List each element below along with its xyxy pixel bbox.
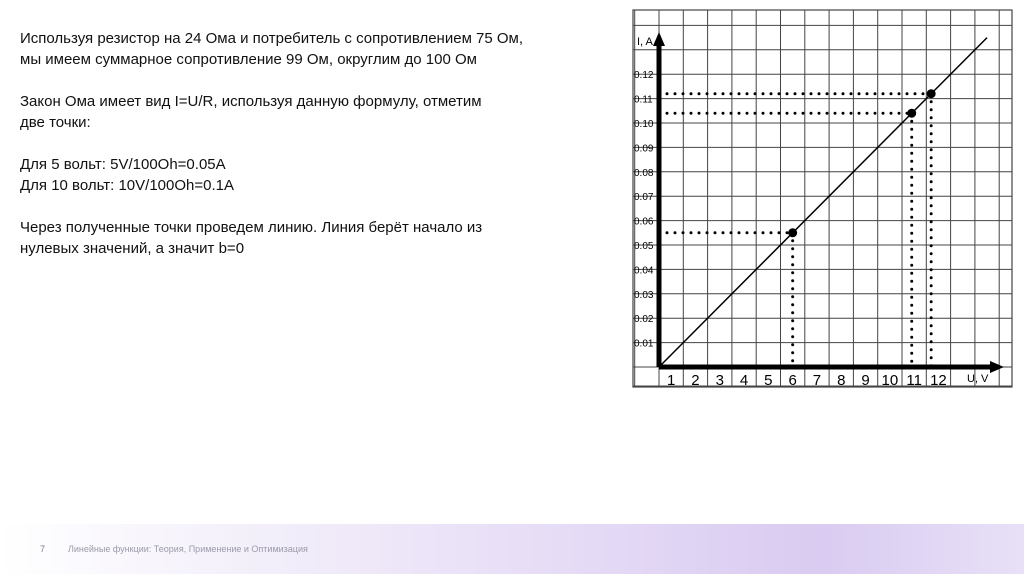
x-tick-label: 6 bbox=[788, 372, 797, 389]
y-tick-label: 0.08 bbox=[634, 167, 654, 179]
data-point bbox=[927, 89, 936, 98]
x-tick-label: 8 bbox=[837, 372, 846, 389]
x-tick-label: 5 bbox=[764, 372, 773, 389]
x-tick-label: 4 bbox=[739, 372, 749, 389]
data-point bbox=[907, 109, 916, 118]
data-point bbox=[788, 228, 797, 237]
grid-frame bbox=[633, 10, 1012, 387]
x-tick-label: 10 bbox=[881, 372, 899, 389]
y-tick-label: 0.03 bbox=[634, 289, 654, 301]
text-line: две точки: bbox=[20, 114, 91, 131]
x-axis-label: U, V bbox=[967, 373, 989, 385]
x-tick-label: 7 bbox=[812, 372, 822, 389]
y-tick-label: 0.12 bbox=[634, 70, 654, 82]
y-tick-label: 0.10 bbox=[634, 119, 654, 130]
footer-title: Линейные функции: Теория, Применение и Оптимизация bbox=[68, 544, 308, 554]
y-tick-label: 0.02 bbox=[634, 314, 654, 326]
y-tick-label: 0.04 bbox=[634, 265, 654, 277]
x-tick-label: 3 bbox=[715, 372, 724, 389]
x-tick-label: 12 bbox=[930, 372, 947, 389]
text-line: Закон Ома имеет вид I=U/R, используя данную формулу, отметим bbox=[20, 93, 482, 110]
x-tick-label: 11 bbox=[906, 372, 922, 389]
text-line: мы имеем суммарное сопротивление 99 Ом, округлим до 100 Ом bbox=[20, 51, 477, 68]
text-line: Через полученные точки проведем линию. Линия берёт начало из bbox=[20, 219, 483, 236]
text-line: Для 5 вольт: 5V/100Oh=0.05A bbox=[20, 156, 226, 173]
y-tick-label: 0.06 bbox=[634, 216, 654, 228]
y-tick-label: 0.01 bbox=[634, 338, 654, 350]
text-line: Для 10 вольт: 10V/100Oh=0.1A bbox=[20, 177, 234, 194]
text-line: нулевых значений, а значит b=0 bbox=[20, 240, 245, 257]
y-tick-label: 0.11 bbox=[634, 94, 653, 106]
y-tick-label: 0.05 bbox=[634, 241, 654, 252]
x-tick-label: 2 bbox=[691, 372, 700, 389]
x-tick-label: 9 bbox=[861, 372, 870, 389]
text-line: Используя резистор на 24 Ома и потребитель с сопротивлением 75 Ом, bbox=[20, 30, 524, 47]
y-tick-label: 0.07 bbox=[634, 192, 654, 204]
x-tick-label: 1 bbox=[666, 372, 676, 389]
y-axis-label: I, A bbox=[637, 36, 653, 48]
y-tick-label: 0.09 bbox=[634, 143, 654, 155]
page-number: 7 bbox=[40, 544, 46, 554]
